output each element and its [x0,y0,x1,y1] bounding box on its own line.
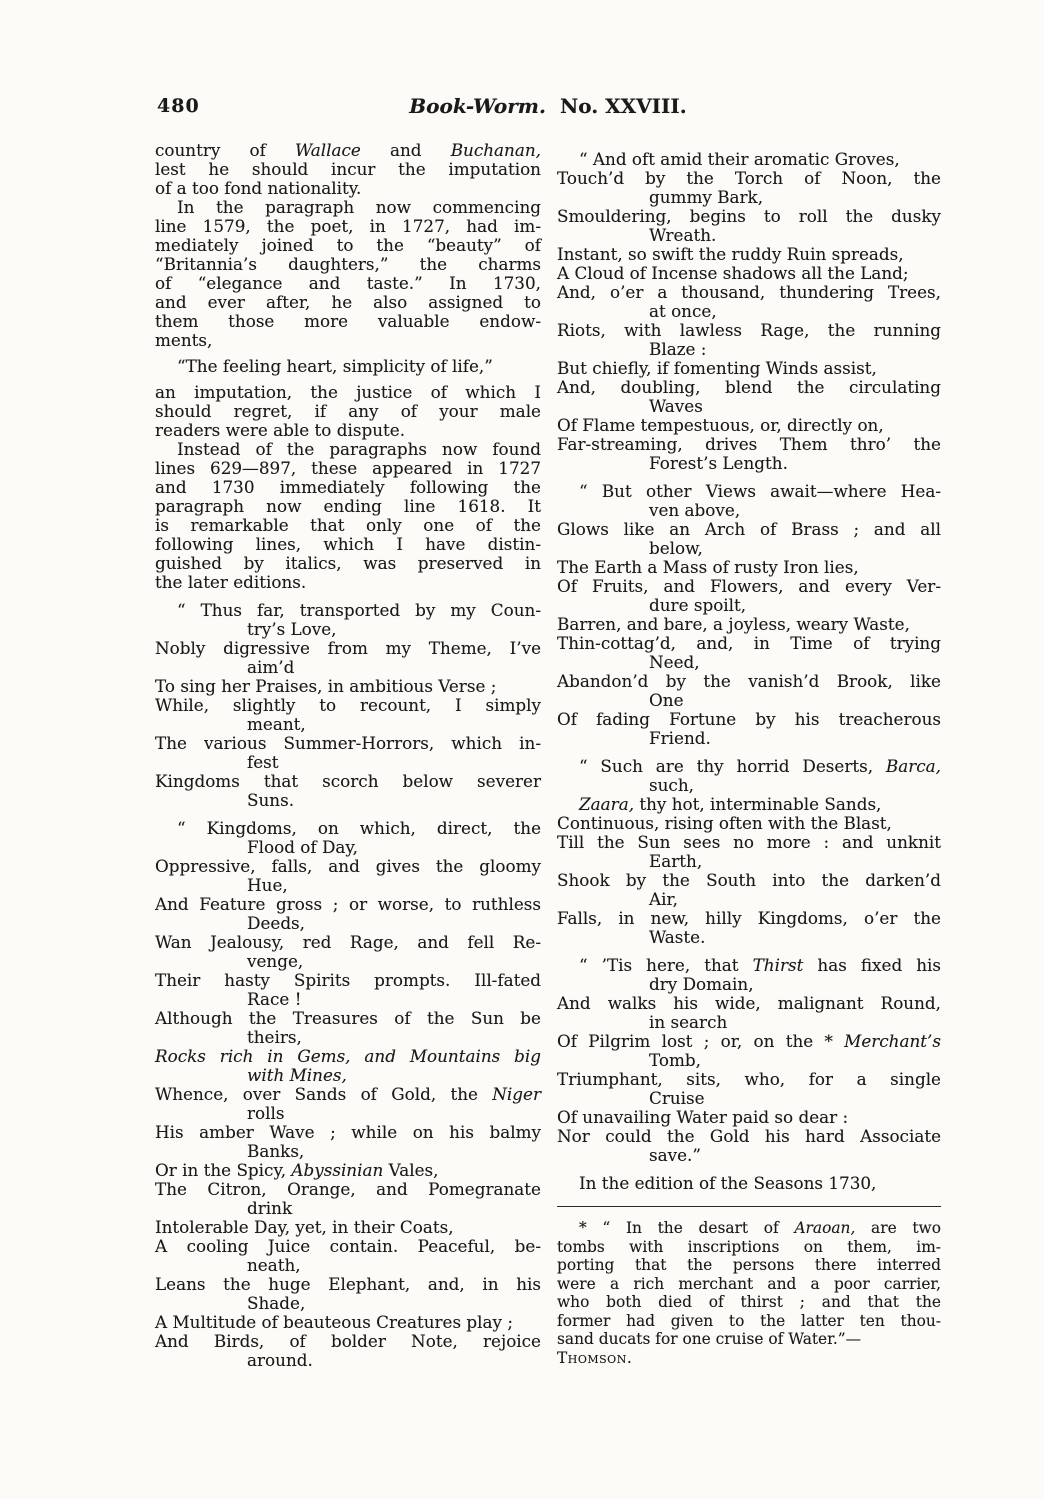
text-line [557,454,941,473]
text-segment: dure spoilt, [649,595,747,615]
text-line [155,1256,541,1275]
text-line [155,459,541,478]
text-line [557,795,941,814]
verse-stanza [557,482,941,748]
text-line [557,558,941,577]
text-segment: Of Flame tempestuous, or, directly on, [557,415,884,435]
journal-title: Book-Worm. [409,94,546,118]
text-segment: Wreath. [649,225,717,245]
text-line [155,312,541,331]
verse-stanza [557,1174,941,1193]
text-segment: thy hot, interminable Sands, [634,794,882,814]
text-line [557,397,941,416]
text-segment: rolls [247,1103,285,1123]
text-line [155,971,541,990]
verse-stanza [557,150,941,473]
text-line [155,554,541,573]
text-segment: Touch’d by the Torch of Noon, the [557,168,941,188]
text-line [155,1142,541,1161]
text-line [557,1146,941,1165]
text-segment: “The feeling heart, simplicity of life,” [177,356,493,376]
text-segment: And Birds, of bolder Note, rejoice [155,1331,541,1351]
right-column-blocks [557,150,941,1193]
text-segment: sand ducats for one cruise of Water.”— [557,1330,861,1348]
text-segment: Cruise [649,1088,705,1108]
text-segment: Banks, [247,1141,305,1161]
text-line [557,264,941,283]
text-segment: Their hasty Spirits prompts. Ill-fated [155,970,541,990]
text-line [557,1032,941,1051]
text-segment: with Mines, [247,1065,347,1085]
text-line [557,378,941,397]
text-line [557,615,941,634]
text-line [155,1237,541,1256]
verse-stanza [155,601,541,810]
text-segment: “ Such are thy horrid Deserts, [579,756,886,776]
text-line [155,819,541,838]
text-line [557,302,941,321]
footnote-rule [557,1206,941,1207]
text-line [557,672,941,691]
text-line [155,179,541,198]
text-line [155,620,541,639]
text-segment: an imputation, the justice of which I [155,382,541,402]
text-line [557,871,941,890]
text-segment: Tomb, [649,1050,701,1070]
text-segment: Glows like an Arch of Brass ; and all [557,519,941,539]
text-line [155,895,541,914]
text-segment: dry Domain, [649,974,754,994]
text-segment: lest he should incur the imputation [155,159,541,179]
right-column [557,141,941,1367]
text-line [155,383,541,402]
text-segment: Forest’s Length. [649,453,788,473]
text-segment: the later editions. [155,572,307,592]
text-segment: Riots, with lawless Rage, the running [557,320,941,340]
text-line [557,1174,941,1193]
text-segment: The various Summer-Horrors, which in- [155,733,541,753]
text-segment: Of fading Fortune by his treacherous [557,709,941,729]
text-segment: Oppressive, falls, and gives the gloomy [155,856,541,876]
text-line [557,757,941,776]
text-segment: them those more valuable endow- [155,311,541,331]
text-segment: Leans the huge Elephant, and, in his [155,1274,541,1294]
text-segment: country of [155,140,295,160]
text-segment: In the paragraph now commencing [177,197,541,217]
text-segment: fest [247,752,279,772]
text-line [557,169,941,188]
text-segment: Wallace [294,140,361,160]
text-segment: is remarkable that only one of the [155,515,541,535]
text-line [557,207,941,226]
text-segment: gummy Bark, [649,187,764,207]
text-line [557,321,941,340]
text-segment: Buchanan, [450,140,541,160]
text-segment: Smouldering, begins to roll the dusky [557,206,941,226]
text-segment: paragraph now ending line 1618. It [155,496,541,516]
text-segment: Of Pilgrim lost ; or, on the * [557,1031,845,1051]
text-line [557,435,941,454]
text-segment: Blaze : [649,339,707,359]
text-segment: A Cloud of Incense shadows all the Land; [557,263,909,283]
text-segment: Merchant’s [844,1031,941,1051]
text-line [557,1013,941,1032]
text-line [557,1238,941,1257]
text-segment: But chiefly, if fomenting Winds assist, [557,358,877,378]
text-line [155,914,541,933]
text-line [557,501,941,520]
footnote [557,1206,941,1367]
text-line [155,1218,541,1237]
text-line [557,1070,941,1089]
text-segment: aim’d [247,657,295,677]
text-segment: venge, [247,951,304,971]
text-segment: His amber Wave ; while on his balmy [155,1122,541,1142]
text-segment: Thin-cottag’d, and, in Time of trying [557,633,941,653]
text-line [155,198,541,217]
text-segment: Nobly digressive from my Theme, I’ve [155,638,541,658]
text-segment: Araoan, [794,1219,856,1237]
text-segment: of “elegance and taste.” In 1730, [155,273,541,293]
text-line [557,283,941,302]
text-segment: Till the Sun sees no more : and unknit [557,832,941,852]
text-segment: following lines, which I have distin- [155,534,541,554]
text-segment: ments, [155,330,213,350]
text-line [155,357,541,376]
text-line [557,1256,941,1275]
text-segment: Zaara, [579,794,635,814]
text-line [557,1127,941,1146]
text-line [155,952,541,971]
text-line [155,573,541,592]
text-line [155,715,541,734]
text-segment: Race ! [247,989,302,1009]
text-segment: tombs with inscriptions on them, im- [557,1237,941,1256]
text-segment: Of unavailing Water paid so dear : [557,1107,849,1127]
verse-stanza [155,819,541,1370]
text-line [557,539,941,558]
text-line [557,710,941,729]
text-line [557,482,941,501]
text-line [155,772,541,791]
text-line [155,658,541,677]
text-line [557,994,941,1013]
text-segment: Barca, [885,756,941,776]
text-line [557,150,941,169]
verse-stanza [557,956,941,1165]
text-line [557,956,941,975]
text-segment: The Earth a Mass of rusty Iron lies, [557,557,859,577]
text-segment: Instant, so swift the ruddy Ruin spreads, [557,244,904,264]
text-segment: Shook by the South into the darken’d [557,870,941,890]
text-segment: lines 629—897, these appeared in 1727 [155,458,541,478]
paragraph [557,1219,941,1367]
text-line [155,933,541,952]
text-line [557,634,941,653]
text-line [155,331,541,350]
text-segment: Hue, [247,875,288,895]
text-segment: should regret, if any of your male [155,401,541,421]
text-segment: Vales, [383,1160,439,1180]
text-segment: ven above, [649,500,741,520]
text-segment: Intolerable Day, yet, in their Coats, [155,1217,454,1237]
text-line [557,1330,941,1349]
text-segment: The Citron, Orange, and Pomegranate [155,1179,541,1199]
text-line [557,852,941,871]
text-segment: in search [649,1012,728,1032]
text-segment: meant, [247,714,306,734]
paragraph [155,440,541,592]
footnote-text [557,1219,941,1367]
text-segment: And walks his wide, malignant Round, [557,993,941,1013]
paragraph [155,383,541,440]
text-segment: who both died of thirst ; and that the [557,1293,941,1311]
text-line [155,1294,541,1313]
text-segment: Kingdoms that scorch below severer [155,771,541,791]
text-segment: Earth, [649,851,703,871]
text-line [155,1313,541,1332]
text-segment: were a rich merchant and a poor carrier, [557,1274,941,1293]
text-segment: In the edition of the Seasons 1730, [579,1173,877,1193]
text-segment: of a too fond nationality. [155,178,362,198]
text-segment: “ Thus far, transported by my Coun- [177,600,541,620]
text-line [557,596,941,615]
text-segment: “ Kingdoms, on which, direct, the [177,818,541,838]
text-line [557,1293,941,1312]
running-head [155,94,941,118]
text-line [557,776,941,795]
text-segment: Friend. [649,728,711,748]
text-line [557,833,941,852]
text-segment: Or in the Spicy, [155,1160,292,1180]
text-line [155,217,541,236]
text-line [155,1351,541,1370]
text-line [155,1085,541,1104]
text-line [155,838,541,857]
text-segment: Rocks rich in Gems, and Mountains big [155,1046,541,1066]
text-segment: A Multitude of beauteous Creatures play ; [155,1312,513,1332]
text-segment: Deeds, [247,913,306,933]
text-line [557,416,941,435]
text-segment: around. [247,1350,313,1370]
text-segment: Shade, [247,1293,306,1313]
text-line [557,1312,941,1331]
text-line [557,226,941,245]
quoted-line [155,357,541,376]
text-line [155,516,541,535]
text-segment: “Britannia’s daughters,” the charms [155,254,541,274]
text-line [155,1275,541,1294]
text-segment: mediately joined to the “beauty” of [155,235,541,255]
text-line [557,691,941,710]
text-segment: Niger [492,1084,541,1104]
text-line [155,421,541,440]
text-line [155,535,541,554]
text-line [557,1089,941,1108]
text-segment: save.” [649,1145,701,1165]
text-segment: line 1579, the poet, in 1727, had im- [155,216,541,236]
text-segment: Barren, and bare, a joyless, weary Waste, [557,614,910,634]
text-line [155,1123,541,1142]
text-line [155,753,541,772]
paragraph [155,141,541,198]
text-segment: porting that the persons there interred [557,1256,941,1274]
paragraph [155,198,541,350]
text-line [557,928,941,947]
text-segment: Wan Jealousy, red Rage, and fell Re- [155,932,541,952]
text-segment: Falls, in new, hilly Kingdoms, o’er the [557,908,941,928]
text-segment: Although the Treasures of the Sun be [155,1008,541,1028]
text-line [155,1047,541,1066]
text-line [557,909,941,928]
text-line [155,1066,541,1085]
verse-stanza [557,757,941,947]
text-segment: Thomson. [557,1348,633,1367]
text-line [155,639,541,658]
text-line [155,696,541,715]
text-line [155,478,541,497]
text-line [155,236,541,255]
text-line [557,188,941,207]
left-column [155,141,541,1370]
text-segment: Instead of the paragraphs now found [177,439,541,459]
text-line [155,497,541,516]
text-segment: Whence, over Sands of Gold, the [155,1084,493,1104]
text-line [155,791,541,810]
text-line [557,729,941,748]
page-header [155,94,941,120]
text-segment: Of Fruits, and Flowers, and every Ver- [557,576,941,596]
text-line [557,890,941,909]
text-line [155,1009,541,1028]
text-line [557,814,941,833]
text-segment: One [649,690,684,710]
text-line [557,340,941,359]
text-line [155,141,541,160]
text-segment: below, [649,538,703,558]
text-segment: Abandon’d by the vanish’d Brook, like [557,671,941,691]
issue-number: No. XXVIII. [559,94,687,118]
text-segment: Far-streaming, drives Them thro’ the [557,434,941,454]
text-segment: and ever after, he also assigned to [155,292,541,312]
text-segment: Abyssinian [291,1160,384,1180]
text-line [557,245,941,264]
text-segment: “ But other Views await—where Hea- [579,481,941,501]
text-segment: “ ’Tis here, that [579,955,753,975]
text-line [155,601,541,620]
text-segment: While, slightly to recount, I simply [155,695,541,715]
text-segment: * “ In the desart of [579,1219,795,1237]
text-segment: theirs, [247,1027,302,1047]
text-segment: at once, [649,301,717,321]
text-line [155,293,541,312]
text-segment: try’s Love, [247,619,337,639]
text-line [557,1051,941,1070]
text-segment: such, [649,775,694,795]
text-segment: guished by italics, was preserved in [155,553,541,573]
text-line [155,1199,541,1218]
text-segment: Continuous, rising often with the Blast, [557,813,892,833]
text-segment: Suns. [247,790,295,810]
text-line [155,990,541,1009]
text-line [155,255,541,274]
text-segment: Nor could the Gold his hard Associate [557,1126,941,1146]
text-segment: And, o’er a thousand, thundering Trees, [557,282,941,302]
text-segment: former had given to the latter ten thou- [557,1311,941,1330]
text-segment: Thirst [752,955,804,975]
text-line [155,1028,541,1047]
text-segment: Triumphant, sits, who, for a single [557,1069,941,1089]
text-segment: and [360,140,451,160]
text-line [155,876,541,895]
text-line [155,274,541,293]
text-segment: To sing her Praises, in ambitious Verse ; [155,676,497,696]
text-line [557,1219,941,1238]
text-segment: Air, [649,889,678,909]
text-segment: and 1730 immediately following the [155,477,541,497]
text-line [155,160,541,179]
text-segment: readers were able to dispute. [155,420,406,440]
text-segment: Need, [649,652,700,672]
text-line [557,1275,941,1294]
text-segment: has fixed his [803,955,942,975]
text-segment: “ And oft amid their aromatic Groves, [579,149,900,169]
page-number: 480 [157,95,200,117]
text-segment: And Feature gross ; or worse, to ruthless [155,894,541,914]
text-line [155,402,541,421]
text-line [155,1180,541,1199]
text-line [155,1104,541,1123]
text-line [557,1349,941,1368]
text-line [155,677,541,696]
text-segment: are two [855,1219,941,1237]
text-segment: Waste. [649,927,706,947]
text-line [557,359,941,378]
text-line [557,653,941,672]
text-segment: neath, [247,1255,301,1275]
text-segment: Flood of Day, [247,837,358,857]
text-line [557,577,941,596]
text-segment: And, doubling, blend the circulating [557,377,941,397]
text-line [155,440,541,459]
text-line [155,1161,541,1180]
text-line [557,975,941,994]
text-line [557,520,941,539]
text-segment: A cooling Juice contain. Peaceful, be- [155,1236,541,1256]
text-line [155,1332,541,1351]
text-line [155,734,541,753]
text-line [155,857,541,876]
text-segment: Waves [649,396,703,416]
text-line [557,1108,941,1127]
text-segment: drink [247,1198,293,1218]
